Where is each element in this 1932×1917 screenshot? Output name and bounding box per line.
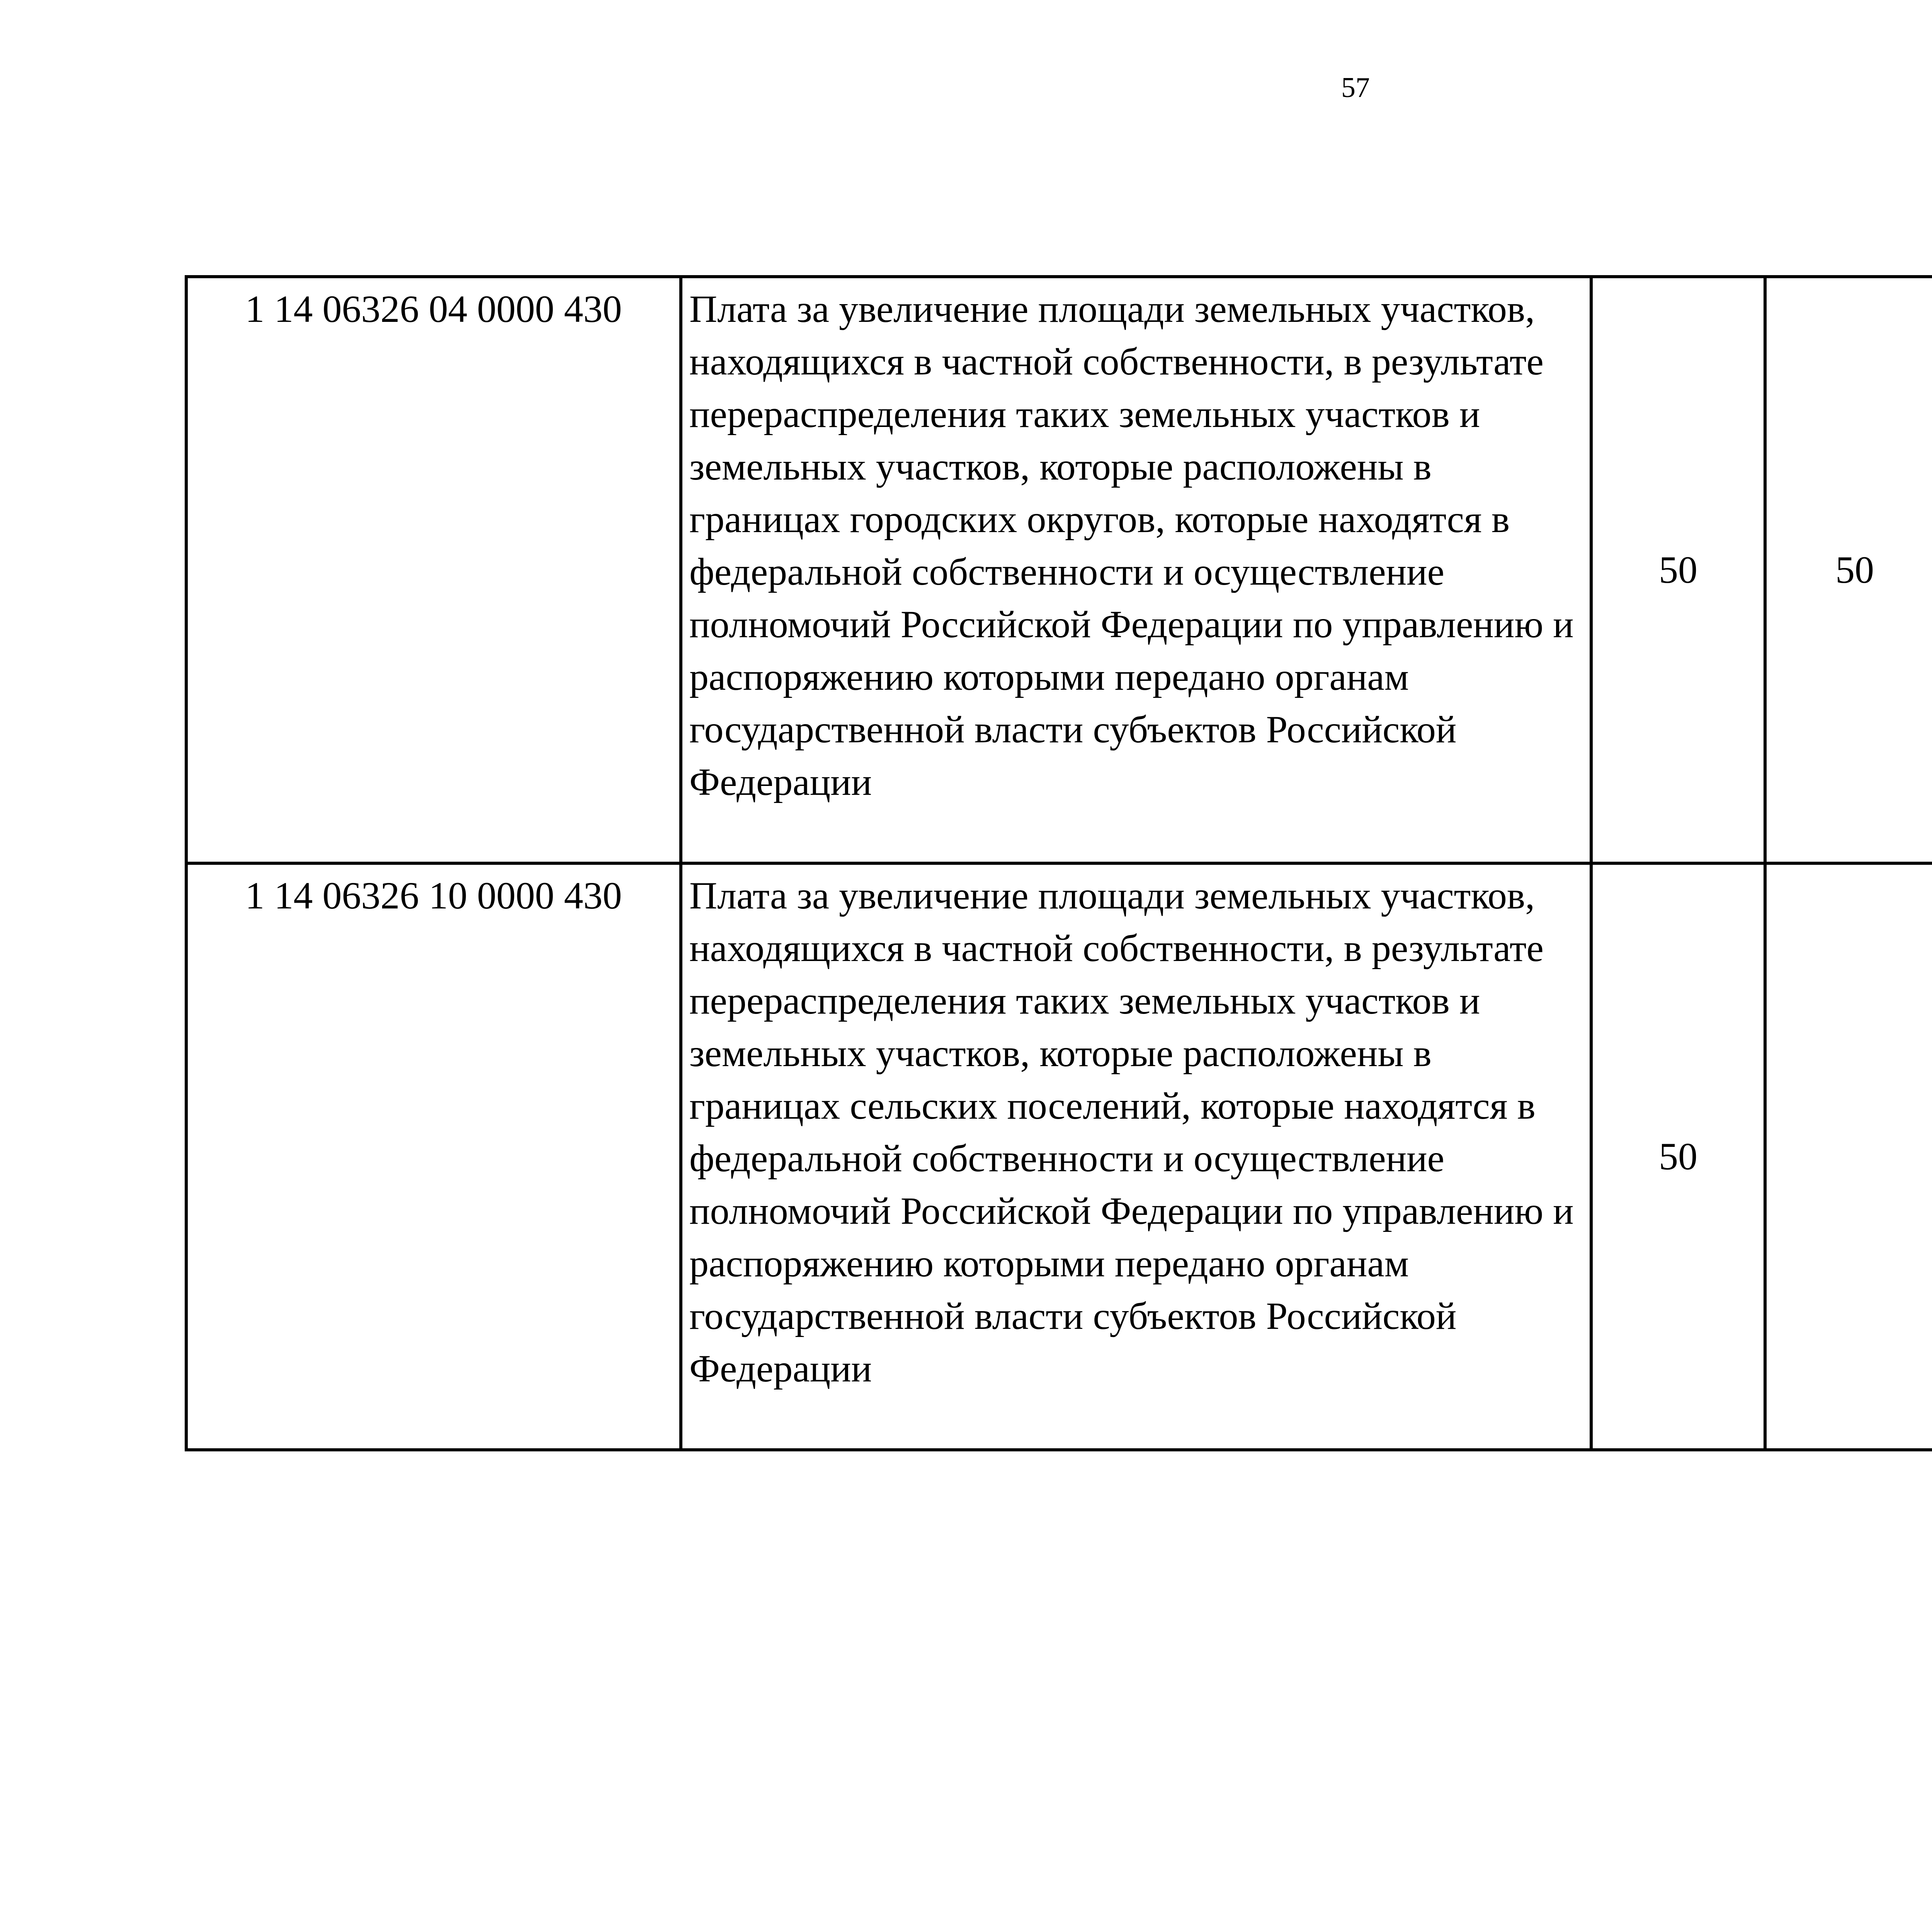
page-number: 57 bbox=[1341, 72, 1370, 104]
table-row bbox=[186, 863, 1932, 1450]
value-cell: 50 bbox=[1591, 863, 1765, 1450]
value-cell: 50 bbox=[1765, 277, 1932, 863]
income-name-cell bbox=[681, 863, 1591, 1450]
income-name-cell bbox=[681, 277, 1591, 863]
income-code-cell: 1 14 06326 10 0000 430 bbox=[186, 863, 681, 1450]
value-cell: 50 bbox=[1591, 277, 1765, 863]
value-cell bbox=[1765, 863, 1932, 1450]
income-name-text: Плата за увеличение площади земельных участков, находящихся в частной собственности, в результате перераспределения таких земельных участков и земельных участков, которые расположены в границах сельских поселений, которые находятся в федеральной собственности и осуществление полномочий Российской Федерации по управлению и распоряжению которыми передано органам государственной власти субъектов Российской Федерации bbox=[689, 874, 1574, 1390]
income-code-cell: 1 14 06326 04 0000 430 bbox=[186, 277, 681, 863]
income-name-text: Плата за увеличение площади земельных участков, находящихся в частной собственности, в результате перераспределения таких земельных участков и земельных участков, которые расположены в границах городских округов, которые находятся в федеральной собственности и осуществление полномочий Российской Федерации по управлению и распоряжению которыми передано органам государственной власти субъектов Российской Федерации bbox=[689, 287, 1574, 803]
budget-table bbox=[185, 275, 1932, 1451]
table-row bbox=[186, 277, 1932, 863]
